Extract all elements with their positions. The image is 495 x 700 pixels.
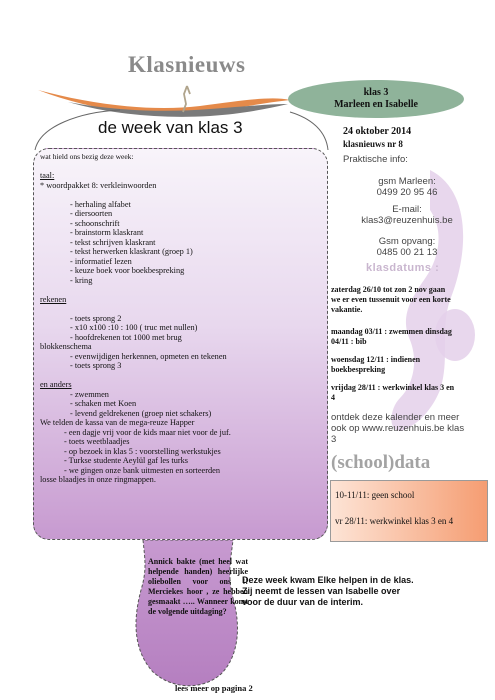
newsletter-title: Klasnieuws (128, 52, 246, 77)
activity-line: - op bezoek in klas 5 : voorstelling werkstukjes (64, 446, 221, 456)
activity-line: We telden de kassa van de mega-reuze Happer (40, 418, 195, 427)
activity-line: - evenwijdigen herkennen, opmeten en tekenen (70, 351, 227, 361)
school-data-title: (school)data (331, 452, 431, 473)
activity-line (40, 371, 320, 381)
school-data-item: 10-11/11: geen school (335, 490, 415, 500)
activity-line: - brainstorm klaskrant (70, 228, 144, 237)
activity-line: - een dagje vrij voor de kids maar niet voor de juf. (64, 427, 231, 437)
email-label: E-mail: (392, 204, 422, 215)
activity-line: - we gingen onze bank uitmesten en sorteerden (64, 465, 220, 475)
activity-line (40, 190, 320, 200)
week-title: de week van klas 3 (98, 118, 243, 137)
gsm-number: 0499 20 95 46 (376, 187, 438, 198)
email-address[interactable]: klas3@reuzenhuis.be (361, 215, 453, 226)
agenda-item: zaterdag 26/10 tot zon 2 nov gaan we er even tussenuit voor een korte vakantie. (331, 285, 451, 314)
activity-line: - diersoorten (70, 209, 113, 218)
activity-line: en anders (40, 380, 72, 389)
activity-line: - x10 x100 :10 : 100 ( truc met nullen) (70, 323, 198, 332)
activity-line: rekenen (40, 294, 67, 304)
weekly-activities (40, 152, 320, 485)
activity-line: - tekst herwerken klaskrant (groep 1) (70, 247, 193, 256)
activity-line: - keuze boek voor boekbespreking (70, 266, 185, 275)
activity-line: - schaken met Koen (70, 399, 137, 408)
care-number: 0485 00 21 13 (376, 247, 438, 258)
annick-story: Annick bakte (met heel wat helpende handen) heerlijke oliebollen voor ons !! Merciekes hoor , ze hebben gesmaakt ….. Wanneer komt de volgende uitdaging? (148, 557, 248, 616)
activity-line: - hoofdrekenen tot 1000 met brug (70, 332, 182, 342)
teachers-label: Marleen en Isabelle (334, 99, 418, 110)
activity-line: - schoonschrift (70, 218, 120, 228)
website-text: ontdek deze kalender en meer ook op www.reuzenhuis.be klas 3 (331, 412, 465, 445)
activity-line: blokkenschema (40, 342, 92, 351)
activity-line: - kring (70, 275, 93, 285)
agenda-item: woensdag 12/11 : indienen boekbespreking (331, 355, 421, 374)
activity-line: - toets sprong 3 (70, 361, 122, 370)
issue-date: 24 oktober 2014 (343, 126, 412, 137)
activity-line: - toets weetblaadjes (64, 437, 130, 446)
activity-line: taal: (40, 171, 55, 180)
activity-line: - toets sprong 2 (70, 313, 122, 323)
activity-line: wat hield ons bezig deze week: (40, 152, 134, 161)
read-more-link[interactable]: lees meer op pagina 2 (175, 683, 253, 693)
activity-line: - zwemmen (70, 389, 109, 399)
care-label: Gsm opvang: (378, 236, 436, 247)
activity-line: losse blaadjes in onze ringmappen. (40, 475, 156, 484)
activity-line: * woordpakket 8: verkleinwoorden (40, 180, 157, 190)
activity-line: - informatief lezen (70, 256, 132, 266)
agenda-item: vrijdag 28/11 : werkwinkel klas 3 en 4 (331, 383, 455, 402)
school-data-item: vr 28/11: werkwinkel klas 3 en 4 (335, 516, 454, 526)
activity-line: - levend geldrekenen (groep niet schakers) (70, 408, 212, 418)
issue-number: klasnieuws nr 8 (343, 139, 403, 149)
gsm-label: gsm Marleen: (378, 176, 436, 187)
agenda-title: klasdatums : (366, 262, 440, 274)
school-data-box (330, 480, 488, 542)
activity-line: - tekst schrijven klaskrant (70, 237, 156, 247)
activity-line (40, 285, 320, 295)
class-label: klas 3 (363, 87, 389, 98)
activity-line: - herhaling alfabet (70, 199, 131, 209)
activity-line (40, 162, 320, 172)
activity-line: - Turkse studente Aeylül gaf les turks (64, 456, 188, 465)
activity-line (40, 304, 320, 314)
elke-note: Deze week kwam Elke helpen in de klas. Zij neemt de lessen van Isabelle over voor de duur van de interim. (242, 575, 414, 607)
practical-heading: Praktische info: (343, 154, 408, 165)
agenda-item: maandag 03/11 : zwemmen dinsdag 04/11 : bib (331, 327, 452, 346)
class-badge (288, 80, 464, 118)
